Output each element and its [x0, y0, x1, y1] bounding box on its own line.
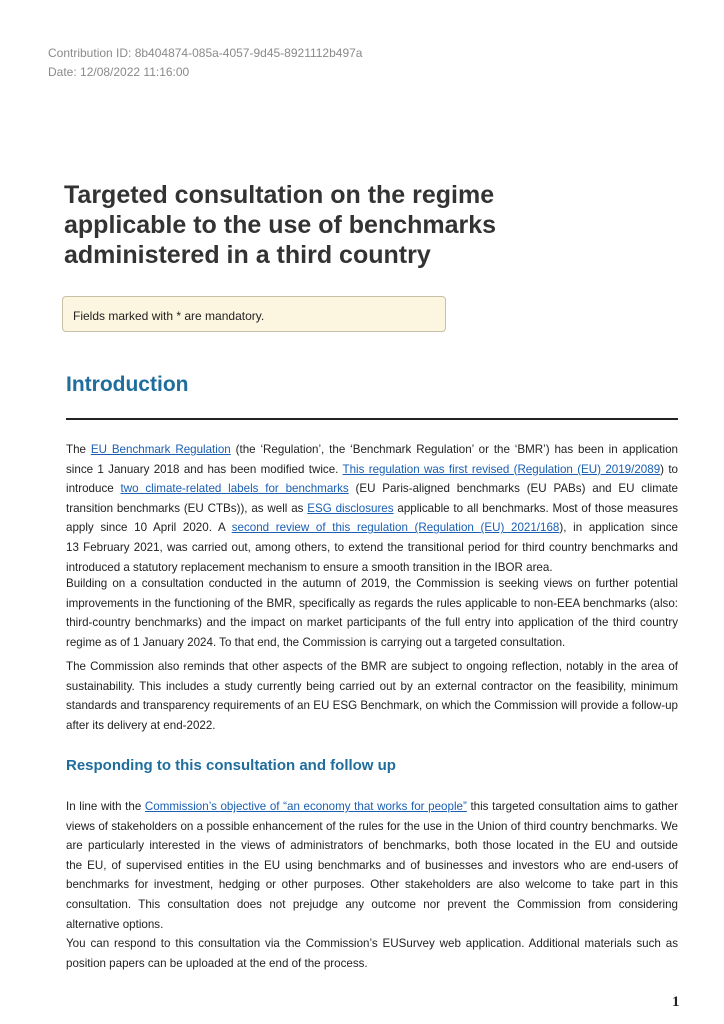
paragraph-line: introduced a statutory replacement mechanism to ensure a smooth transition in the IBOR area.: [66, 560, 553, 574]
paragraph-line: consultation. This consultation does not prejudge any outcome nor prevent the Commission from considering: [66, 897, 678, 911]
contribution-id: Contribution ID: 8b404874-085a-4057-9d45-8921112b497a: [48, 46, 363, 60]
paragraph-line: [66, 460, 678, 480]
economy-for-people-link[interactable]: Commission’s objective of “an economy that works for people”: [144, 800, 467, 813]
document-metadata: [48, 44, 362, 82]
document-date: Date: 12/08/2022 11:16:00: [48, 65, 190, 79]
intro-paragraph-2: [66, 574, 678, 652]
first-revision-link[interactable]: This regulation was first revised (Regulation (EU) 2019/2089: [342, 462, 661, 476]
text-run: since 1 January 2018 and has been modified twice.: [66, 462, 343, 476]
introduction-heading: Introduction: [66, 373, 189, 396]
paragraph-line: You can respond to this consultation via the Commission’s EUSurvey web application. Additional materials such as: [66, 937, 678, 950]
mandatory-fields-notice: Fields marked with * are mandatory.: [62, 296, 446, 332]
paragraph-line: improvements in the functioning of the BMR, specifically as regards the rules applicable to non-EEA benchmarks (also:: [66, 596, 678, 610]
paragraph-line: regime as of 1 January 2024. To that end, the Commission is carrying out a targeted consultation.: [66, 635, 566, 649]
paragraph-line: the EU, of supervised entities in the EU using benchmarks and of businesses and investors who are end-users of: [66, 858, 678, 872]
responding-paragraph-1: [66, 797, 678, 934]
text-run: (the ‘Regulation’, the ‘Benchmark Regulation’ or the ‘BMR’) has been in application: [230, 443, 678, 456]
paragraph-line: The Commission also reminds that other aspects of the BMR are subject to ongoing reflection, notably in the area of: [66, 660, 678, 673]
text-run: The: [66, 443, 91, 456]
intro-paragraph-3: [66, 657, 678, 735]
paragraph-line: alternative options.: [66, 917, 164, 931]
responding-heading: Responding to this consultation and follow up: [66, 757, 396, 774]
paragraph-line: sustainability. This includes a study currently being carried out by an external contractor on the feasibility, minimum: [66, 679, 678, 693]
text-run: In line with the: [66, 800, 145, 813]
text-run: this targeted consultation aims to gather: [466, 800, 678, 813]
paragraph-line: standards and transparency requirements of an EU ESG Benchmark, on which the Commission will provide a follow-up: [66, 699, 678, 713]
paragraph-line: after its delivery at end-2022.: [66, 718, 216, 732]
text-run: ) to: [660, 462, 678, 476]
paragraph-line: third-country benchmarks) and the impact on market participants of the full entry into application of the third country: [66, 616, 678, 630]
paragraph-line: [66, 479, 678, 499]
climate-labels-link[interactable]: two climate-related labels for benchmarks: [120, 482, 349, 496]
title-line: applicable to the use of benchmarks: [64, 211, 497, 239]
paragraph-line: Building on a consultation conducted in the autumn of 2019, the Commission is seeking views on further potential: [66, 577, 678, 590]
paragraph-line: [66, 797, 678, 817]
paragraph-line: benchmarks for investment, hedging or other purposes. Other stakeholders are also welcome to take part in this: [66, 878, 678, 892]
second-review-link-number[interactable]: 168: [540, 521, 560, 535]
paragraph-line: 13 February 2021, was carried out, among others, to extend the transitional period for third country benchmarks and: [66, 540, 678, 554]
text-run: (EU Paris-aligned benchmarks (EU PABs) and EU climate: [348, 482, 678, 496]
esg-disclosures-link[interactable]: ESG disclosures: [307, 501, 394, 515]
eu-benchmark-regulation-link[interactable]: EU Benchmark Regulation: [90, 443, 231, 456]
text-run: ), in application since: [559, 521, 678, 535]
paragraph-line: views of stakeholders on a possible enhancement of the rules for the use in the Union of third country benchmarks. We: [66, 819, 678, 833]
responding-paragraph-2: [66, 934, 678, 973]
paragraph-line: [66, 440, 678, 460]
paragraph-line: are particularly interested in the views of administrators of benchmarks, both those located in the EU and outside: [66, 839, 678, 853]
text-run: introduce: [66, 482, 121, 496]
page-number: 1: [672, 994, 680, 1010]
intro-paragraph-1: [66, 440, 678, 577]
second-review-link[interactable]: second review of this regulation (Regulation (EU) 2021/: [231, 521, 541, 535]
paragraph-line: [66, 499, 678, 519]
paragraph-line: [66, 518, 678, 538]
page-title: [64, 180, 644, 270]
title-line: Targeted consultation on the regime: [64, 181, 495, 209]
text-run: applicable to all benchmarks. Most of those measures: [393, 501, 678, 515]
title-line: administered in a third country: [64, 241, 431, 269]
text-run: apply since 10 April 2020. A: [66, 521, 232, 535]
text-run: transition benchmarks (EU CTBs)), as well as: [66, 501, 308, 515]
paragraph-line: position papers can be uploaded at the end of the process.: [66, 956, 368, 970]
section-divider: [66, 418, 678, 420]
